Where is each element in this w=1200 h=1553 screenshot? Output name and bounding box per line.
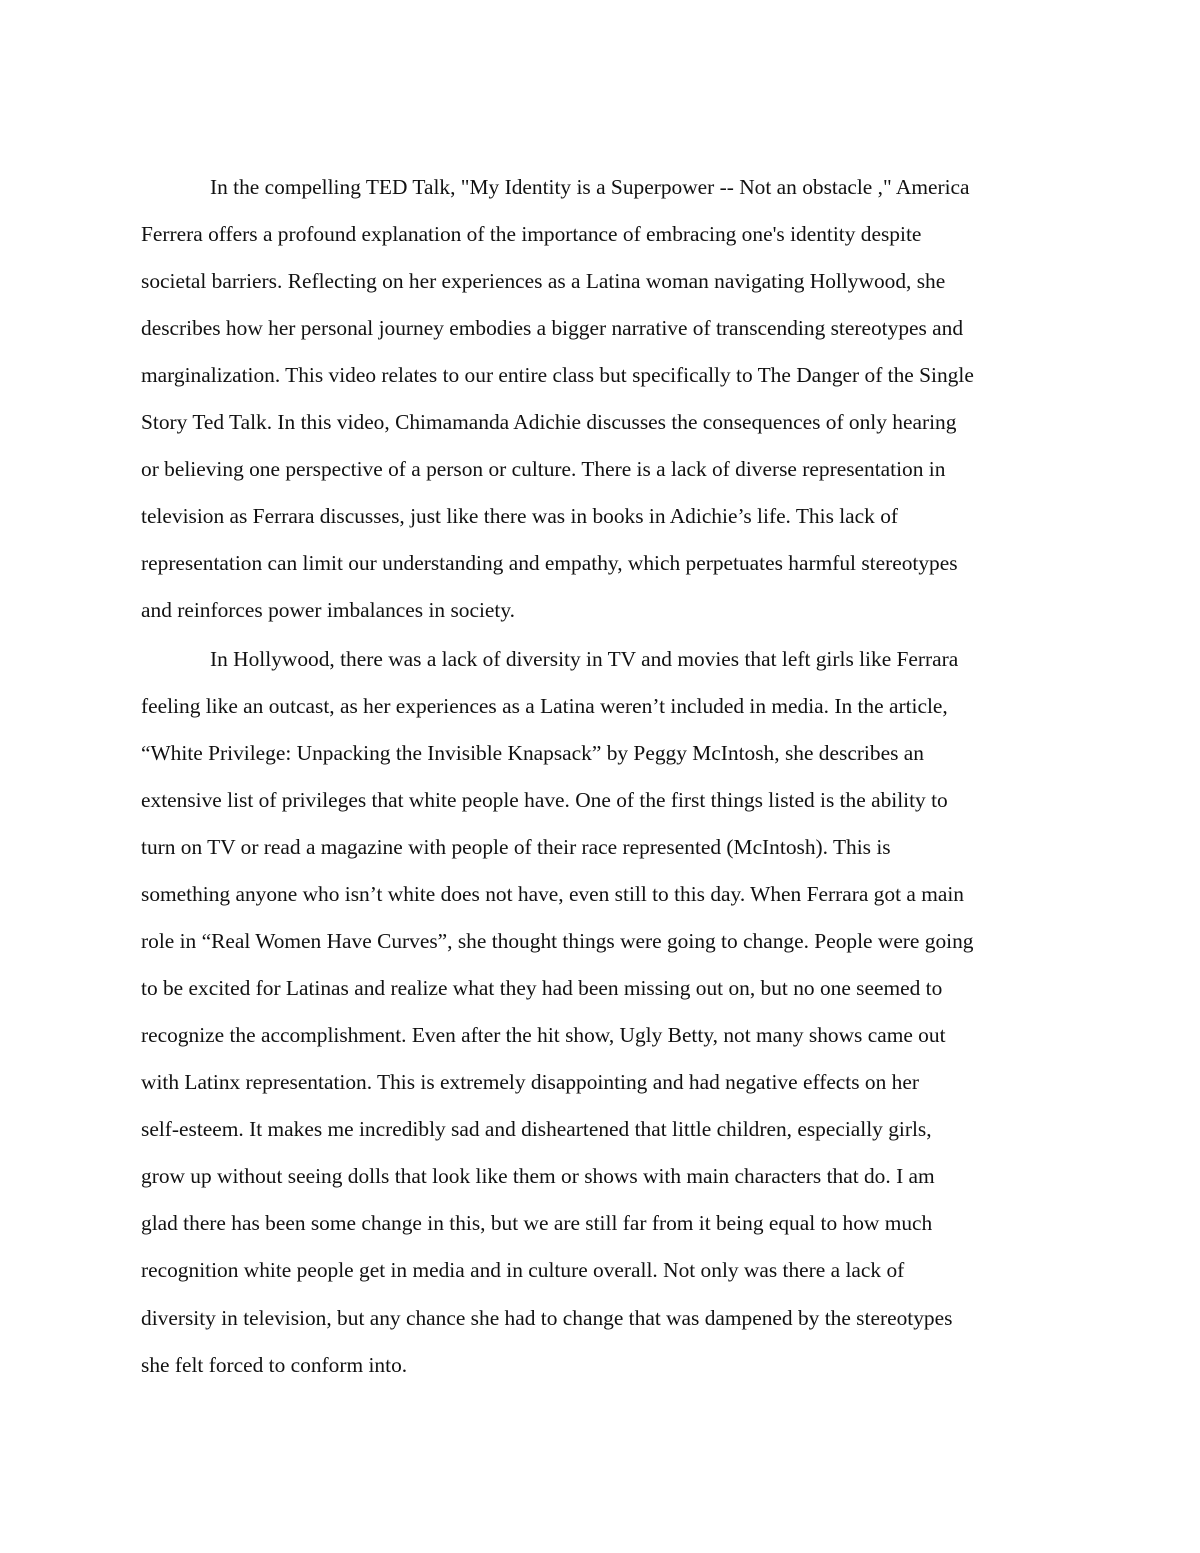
paragraph-2-line-10: with Latinx representation. This is extremely disappointing and had negative effects on her (141, 1070, 919, 1094)
paragraph-2-line-8: to be excited for Latinas and realize what they had been missing out on, but no one seemed to (141, 976, 943, 1000)
paragraph-1-line-8: television as Ferrara discusses, just like there was in books in Adichie’s life. This lack of (141, 504, 899, 528)
paragraph-2-line-3: “White Privilege: Unpacking the Invisible Knapsack” by Peggy McIntosh, she describes an (141, 741, 924, 765)
paragraph-2-line-11: self-esteem. It makes me incredibly sad and disheartened that little children, especially girls, (141, 1117, 932, 1141)
paragraph-2-line-12: grow up without seeing dolls that look like them or shows with main characters that do. I am (141, 1164, 935, 1188)
paragraph-2-line-9: recognize the accomplishment. Even after the hit show, Ugly Betty, not many shows came out (141, 1023, 946, 1047)
paragraph-1-line-5: marginalization. This video relates to our entire class but specifically to The Danger of the Single (141, 363, 974, 387)
paragraph-2-line-7: role in “Real Women Have Curves”, she thought things were going to change. People were going (141, 929, 974, 953)
paragraph-2-line-4: extensive list of privileges that white people have. One of the first things listed is the ability to (141, 788, 948, 812)
paragraph-2-line-15: diversity in television, but any chance she had to change that was dampened by the stereotypes (141, 1306, 953, 1330)
paragraph-2-line-5: turn on TV or read a magazine with people of their race represented (McIntosh). This is (141, 835, 891, 859)
paragraph-2-line-13: glad there has been some change in this, but we are still far from it being equal to how much (141, 1211, 933, 1235)
paragraph-1-line-4: describes how her personal journey embodies a bigger narrative of transcending stereotypes and (141, 316, 964, 340)
paragraph-1-line-7: or believing one perspective of a person or culture. There is a lack of diverse representation in (141, 457, 946, 481)
paragraph-1-line-2: Ferrera offers a profound explanation of the importance of embracing one's identity despite (141, 222, 922, 246)
paragraph-1-line-1: In the compelling TED Talk, "My Identity is a Superpower -- Not an obstacle ," America (210, 175, 970, 199)
paragraph-1-line-10: and reinforces power imbalances in society. (141, 598, 515, 622)
paragraph-1-line-9: representation can limit our understanding and empathy, which perpetuates harmful stereotypes (141, 551, 958, 575)
paragraph-2-line-1: In Hollywood, there was a lack of diversity in TV and movies that left girls like Ferrara (210, 647, 959, 671)
paragraph-2-line-2: feeling like an outcast, as her experiences as a Latina weren’t included in media. In the article, (141, 694, 948, 718)
paragraph-2-line-14: recognition white people get in media and in culture overall. Not only was there a lack of (141, 1258, 905, 1282)
paragraph-2-line-16: she felt forced to conform into. (141, 1353, 408, 1377)
paragraph-2-line-6: something anyone who isn’t white does not have, even still to this day. When Ferrara got a main (141, 882, 964, 906)
paragraph-1-line-6: Story Ted Talk. In this video, Chimamanda Adichie discusses the consequences of only hearing (141, 410, 957, 434)
paragraph-1-line-3: societal barriers. Reflecting on her experiences as a Latina woman navigating Hollywood, she (141, 269, 946, 293)
